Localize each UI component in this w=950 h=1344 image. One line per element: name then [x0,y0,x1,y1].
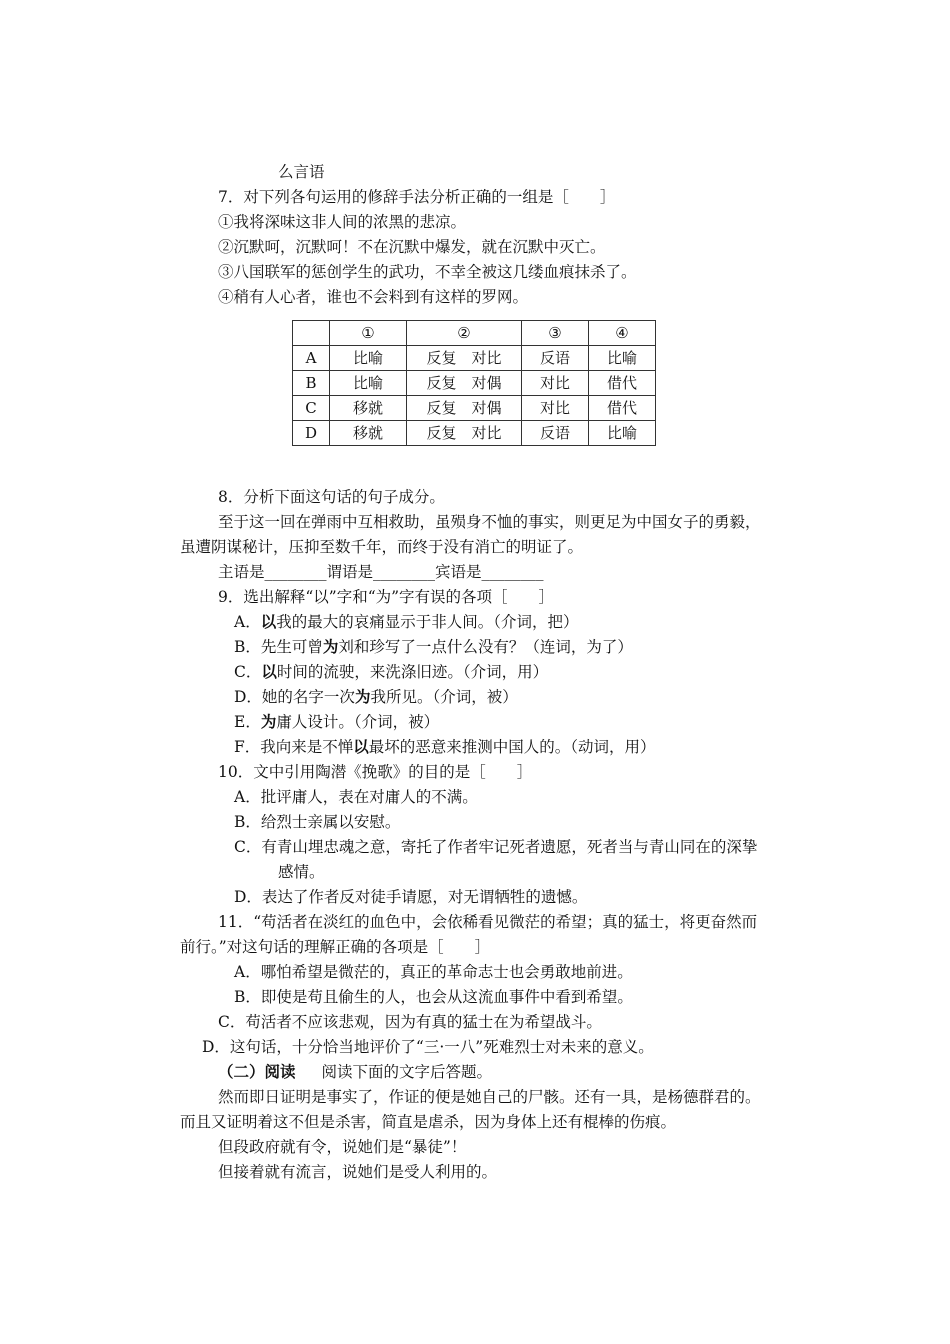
reading-line: 然而即日证明是事实了，作证的便是她自己的尸骸。还有一具，是杨德群君的。 [218,1088,761,1106]
q9-option-b: B．先生可曾为刘和珍写了一点什么没有？（连词，为了） [234,637,633,656]
question-9: 9．选出解释“以”字和“为”字有误的各项［ ］ [218,588,555,606]
table-cell: B [293,371,330,396]
q7-sentence-3: ③八国联军的惩创学生的武功，不幸全被这几缕血痕抹杀了。 [218,263,637,281]
question-8: 8．分析下面这句话的句子成分。 [218,488,445,506]
table-cell: ④ [589,321,656,346]
table-row [293,371,656,396]
table-cell: 比喻 [589,346,656,371]
table-cell: D [293,421,330,446]
table-row [293,396,656,421]
table-cell: 比喻 [330,371,407,396]
q9-option-f: F．我向来是不惮以最坏的恶意来推测中国人的。（动词，用） [234,737,656,756]
table-cell: 移就 [330,396,407,421]
table-row [293,346,656,371]
table-cell: 反语 [522,421,589,446]
question-10: 10．文中引用陶潜《挽歌》的目的是［ ］ [218,763,533,781]
reading-line: 但接着就有流言，说她们是受人利用的。 [218,1163,498,1181]
q11-option-a: A．哪怕希望是微茫的，真正的革命志士也会勇敢地前进。 [234,963,633,981]
reading-line: 而且又证明着这不但是杀害，简直是虐杀，因为身体上还有棍棒的伤痕。 [180,1113,677,1131]
q10-option-a: A．批评庸人，表在对庸人的不满。 [234,788,478,806]
table-cell: 借代 [589,371,656,396]
q7-sentence-1: ①我将深味这非人间的浓黑的悲凉。 [218,213,467,231]
q9-option-d: D．她的名字一次为我所见。（介词，被） [234,687,518,706]
q10-option-b: B．给烈士亲属以安慰。 [234,813,401,831]
table-cell: 比喻 [330,346,407,371]
table-cell: 反复 对比 [407,421,522,446]
table-cell: 移就 [330,421,407,446]
table-cell: 反复 对比 [407,346,522,371]
text-line: 么言语 [278,163,325,181]
table-cell: ② [407,321,522,346]
table-cell: 反复 对偶 [407,371,522,396]
q11-option-b: B．即使是苟且偷生的人，也会从这流血事件中看到希望。 [234,988,633,1006]
table-cell: 借代 [589,396,656,421]
table-cell [293,321,330,346]
table-cell: A [293,346,330,371]
q8-passage-line: 虽遭阴谋秘计，压抑至数千年，而终于没有消亡的明证了。 [180,538,584,556]
section-heading: （二）阅读 阅读下面的文字后答题。 [218,1062,493,1081]
q9-option-a: A．以我的最大的哀痛显示于非人间。（介词，把） [234,612,579,631]
question-11-cont: 前行。”对这句话的理解正确的各项是［ ］ [180,938,491,956]
table-cell: ③ [522,321,589,346]
q10-option-d: D．表达了作者反对徒手请愿，对无谓牺牲的遗憾。 [234,888,588,906]
reading-line: 但段政府就有令，说她们是“暴徒”！ [218,1138,467,1156]
table-cell: 对比 [522,371,589,396]
table-cell: 反复 对偶 [407,396,522,421]
table-header-row [293,321,656,346]
q8-passage-line: 至于这一回在弹雨中互相救助，虽殒身不恤的事实，则更足为中国女子的勇毅， [218,513,761,531]
question-11: 11．“苟活者在淡红的血色中，会依稀看见微茫的希望；真的猛士，将更奋然而 [218,913,758,931]
q9-option-c: C．以时间的流驶，来洗涤旧迹。（介词，用） [234,662,549,681]
q8-blanks: 主语是________谓语是________宾语是________ [218,563,544,581]
table-cell: 反语 [522,346,589,371]
table-row [293,421,656,446]
table-cell: ① [330,321,407,346]
q10-option-c: C．有青山埋忠魂之意，寄托了作者牢记死者遗愿，死者当与青山同在的深挚 [234,838,758,856]
q11-option-c: C．苟活者不应该悲观，因为有真的猛士在为希望战斗。 [218,1013,602,1031]
q7-sentence-2: ②沉默呵，沉默呵！不在沉默中爆发，就在沉默中灭亡。 [218,238,606,256]
q9-option-e: E．为庸人设计。（介词，被） [234,712,440,731]
answer-table [292,320,656,446]
q10-option-c-cont: 感情。 [278,863,325,881]
table-cell: 对比 [522,396,589,421]
q11-option-d: D．这句话，十分恰当地评价了“三·一八”死难烈士对未来的意义。 [202,1038,654,1056]
table-cell: 比喻 [589,421,656,446]
table-cell: C [293,396,330,421]
q7-sentence-4: ④稍有人心者，谁也不会料到有这样的罗网。 [218,288,529,306]
question-7: 7．对下列各句运用的修辞手法分析正确的一组是［ ］ [218,188,616,206]
